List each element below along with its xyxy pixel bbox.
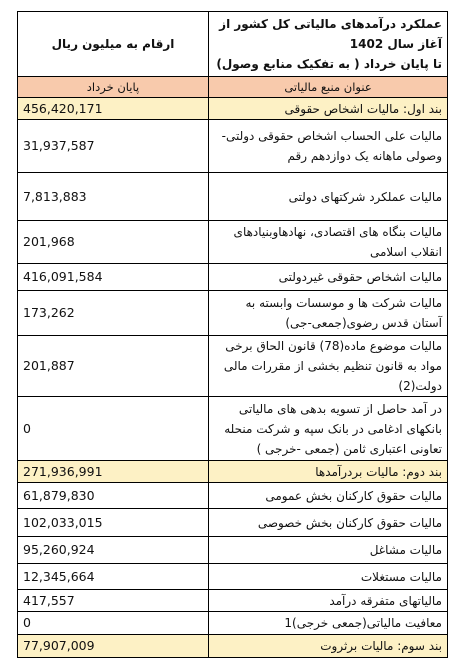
row-desc: مالیات حقوق کارکنان بخش عمومی [209,483,448,509]
table-row [18,635,448,658]
row-desc: مالیات موضوع ماده(78) قانون الحاق برخی مواد به قانون تنظیم بخشی از مقررات مالی دولت(2) [209,336,448,397]
table-row [18,336,448,397]
row-value: 12,345,664 [18,564,209,590]
row-desc: مالیاتهای متفرقه درآمد [209,590,448,612]
table-row [18,612,448,635]
table-row [18,264,448,291]
table-row [18,291,448,336]
table-row [18,173,448,221]
tax-revenue-table [17,11,448,658]
row-desc: مالیات عملکرد شرکتهای دولتی [209,173,448,221]
row-desc: مالیات مشاغل [209,537,448,564]
row-desc: مالیات حقوق کارکنان بخش خصوصی [209,509,448,537]
table-row [18,221,448,264]
header-val: پایان خرداد [18,77,209,98]
row-value: 61,879,830 [18,483,209,509]
row-value: 7,813,883 [18,173,209,221]
tax-revenue-table-wrapper [17,11,445,658]
row-desc: مالیات بنگاه های اقتصادی، نهادهاوبنیادهای انقلاب اسلامی [209,221,448,264]
table-row [18,461,448,483]
row-value: 201,968 [18,221,209,264]
table-title-line1: عملکرد درآمدهای مالیاتی کل کشور از آغاز سال 1402 [219,17,442,51]
table-header-row [18,77,448,98]
table-title-line2: تا پایان خرداد ( به تفکیک منابع وصول) [216,57,442,71]
row-desc: بند سوم: مالیات برثروت [209,635,448,658]
row-value: 102,033,015 [18,509,209,537]
table-title-row [18,12,448,77]
row-desc: مالیات علی الحساب اشخاص حقوقی دولتی-وصولی ماهانه یک دوازدهم رقم [209,120,448,173]
row-value: 201,887 [18,336,209,397]
row-value: 173,262 [18,291,209,336]
row-desc: مالیات مستغلات [209,564,448,590]
table-row [18,564,448,590]
table-row [18,509,448,537]
table-row [18,590,448,612]
row-value: 271,936,991 [18,461,209,483]
row-desc: در آمد حاصل از تسویه بدهی های مالیاتی بانکهای ادغامی در بانک سپه و شرکت منحله تعاونی اعتباری ثامن (جمعی -خرجی ) [209,397,448,461]
row-desc: مالیات شرکت ها و موسسات وابسته به آستان قدس رضوی(جمعی-جی) [209,291,448,336]
row-value: 95,260,924 [18,537,209,564]
row-value: 416,091,584 [18,264,209,291]
row-value: 0 [18,397,209,461]
table-row [18,120,448,173]
row-value: 0 [18,612,209,635]
row-desc: بند اول: مالیات اشخاص حقوقی [209,98,448,120]
row-value: 417,557 [18,590,209,612]
row-desc: معافیت مالیاتی(جمعی خرجی)1 [209,612,448,635]
table-row [18,537,448,564]
row-desc: مالیات اشخاص حقوقی غیردولتی [209,264,448,291]
unit-label: ارقام به میلیون ریال [18,12,209,77]
table-row [18,397,448,461]
row-value: 77,907,009 [18,635,209,658]
table-row [18,98,448,120]
table-row [18,483,448,509]
table-title [209,12,448,77]
row-desc: بند دوم: مالیات بردرآمدها [209,461,448,483]
row-value: 456,420,171 [18,98,209,120]
header-desc: عنوان منبع مالیاتی [209,77,448,98]
row-value: 31,937,587 [18,120,209,173]
